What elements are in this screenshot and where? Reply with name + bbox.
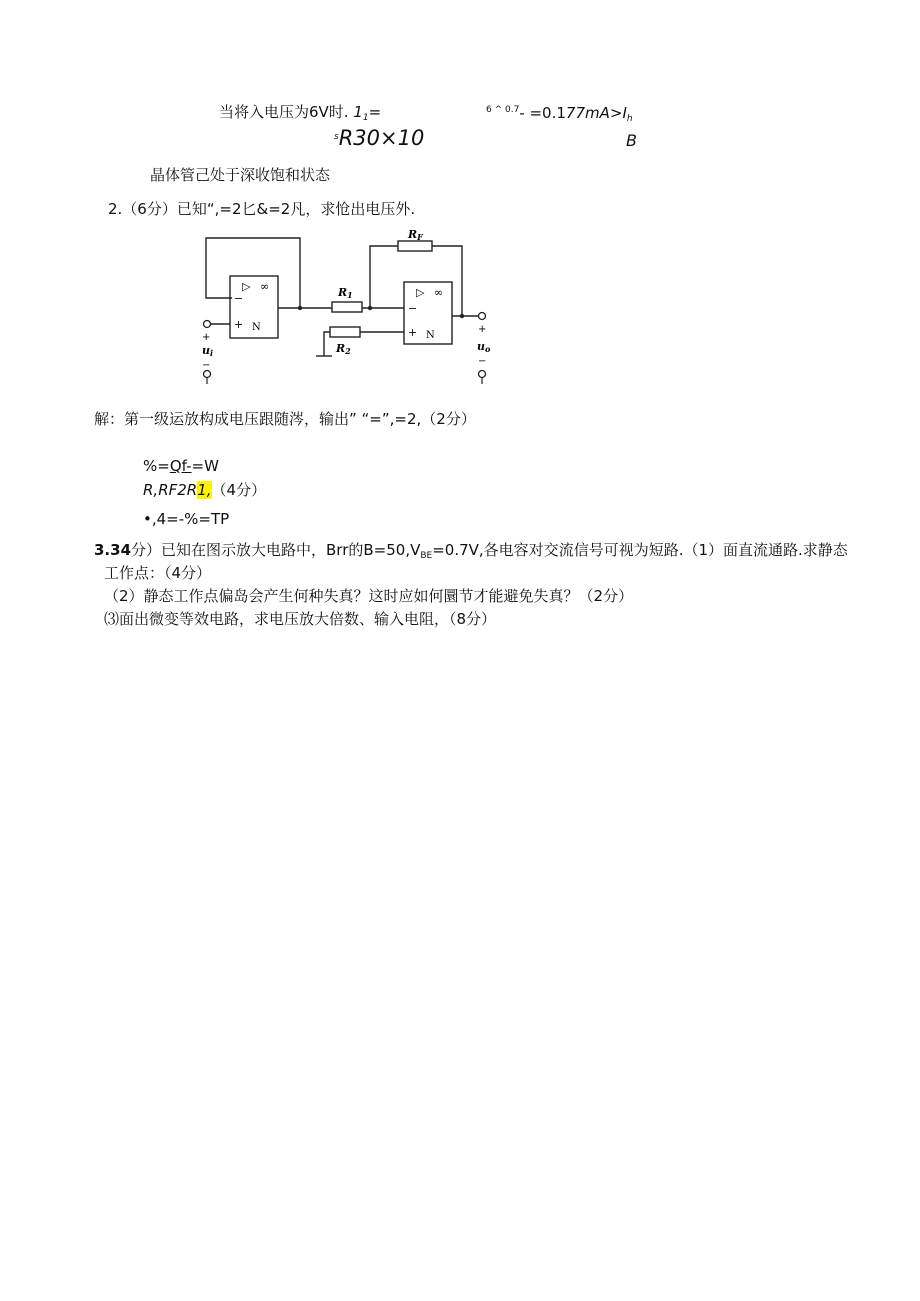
rf-left-wire — [370, 246, 398, 308]
line2-denominator — [334, 126, 424, 155]
node-stage1-output — [298, 306, 302, 310]
opamp-1-minus: − — [234, 292, 244, 305]
circuit-diagram — [196, 226, 496, 388]
ui-minus: − — [202, 360, 211, 371]
eq1-post: =W — [191, 457, 219, 475]
opamp-1-inf: ∞ — [260, 280, 270, 293]
line2-denom: R30×10 — [338, 126, 425, 150]
uo-terminal-bottom — [479, 371, 486, 378]
eq2-highlight: 1, — [197, 481, 212, 499]
ui-terminal-bottom — [204, 371, 211, 378]
uo-minus: − — [478, 356, 487, 367]
line1-prefix-text: 当将入电压为6V时. — [219, 103, 349, 121]
q3-number: 3.34 — [94, 541, 132, 559]
q3-sub: BE — [420, 551, 433, 561]
follower-feedback-wire — [206, 238, 300, 308]
rf-label: RF — [408, 228, 423, 242]
opamp-1-n: N — [252, 322, 261, 333]
q3-text: 分）已知在图示放大电路中，Brr的B=50,V — [131, 541, 421, 559]
question-3-line-4: ⑶面出微变等效电路，求电压放大倍数、输入电阻，（8分） — [104, 610, 497, 628]
eq1-underlined: Qf- — [169, 457, 192, 475]
eq1-pre: %= — [143, 457, 170, 475]
opamp-2-plus: + — [408, 326, 418, 339]
r1-label: R1 — [338, 286, 353, 300]
equation-3: •,4=-%=TP — [143, 510, 230, 528]
line1-result-sub: h — [626, 114, 633, 124]
ui-label: ui — [202, 344, 214, 358]
saturation-conclusion: 晶体管己处于深收饱和状态 — [150, 166, 331, 184]
question-3-line-3: （2）静态工作点偏岛会产生何种失真？这时应如何圜节才能避免失真？（2分） — [104, 587, 634, 605]
line1-result-italic: 77mA>I — [565, 104, 627, 122]
uo-plus: + — [478, 324, 487, 335]
ui-terminal-top — [204, 321, 211, 328]
uo-terminal-top — [479, 313, 486, 320]
line1-i-sub: 1 — [362, 113, 369, 123]
line1-result — [486, 104, 633, 125]
opamp-1-plus: + — [234, 318, 244, 331]
question-3 — [94, 541, 848, 562]
opamp-2-triangle: ▷ — [416, 286, 425, 299]
line2-sup: s — [334, 132, 339, 142]
equation-2 — [143, 481, 266, 499]
equation-1 — [143, 457, 219, 475]
r2-label: R2 — [336, 342, 351, 356]
ui-plus: + — [202, 332, 211, 343]
node-rf-input — [368, 306, 372, 310]
r1-resistor — [332, 302, 362, 312]
question-3-line-2: 工作点：（4分） — [104, 564, 212, 582]
opamp-2-minus: − — [408, 302, 418, 315]
solution-intro: 解：第一级运放构成电压跟随涔，输出” “=”,=2,（2分） — [94, 410, 476, 428]
q3-tail: =0.7V,各电容对交流信号可视为短路.（1）面直流通路.求静态 — [432, 541, 848, 559]
rf-resistor — [398, 241, 432, 251]
eq2-text: R,RF2R — [143, 481, 198, 499]
opamp-2-inf: ∞ — [434, 286, 444, 299]
line1-i-symbol: 1 — [353, 103, 363, 121]
opamp-2-n: N — [426, 330, 435, 341]
r2-ground-wire — [324, 332, 330, 356]
line1-eq: = — [368, 103, 382, 121]
line2-right: B — [626, 131, 637, 150]
line1-frac-tail: - =0.1 — [519, 104, 566, 122]
r2-resistor — [330, 327, 360, 337]
opamp-1-triangle: ▷ — [242, 280, 251, 293]
uo-label: uo — [477, 340, 491, 354]
line1-prefix — [219, 103, 381, 124]
rf-right-wire — [432, 246, 462, 316]
eq2-tail: （4分） — [211, 481, 267, 499]
line1-frac-sup: 6 ^ 0.7 — [486, 105, 520, 115]
question-2: 2.（6分）已知“,=2匕&=2凡，求怆出电压外. — [108, 200, 416, 218]
node-rf-output — [460, 314, 464, 318]
